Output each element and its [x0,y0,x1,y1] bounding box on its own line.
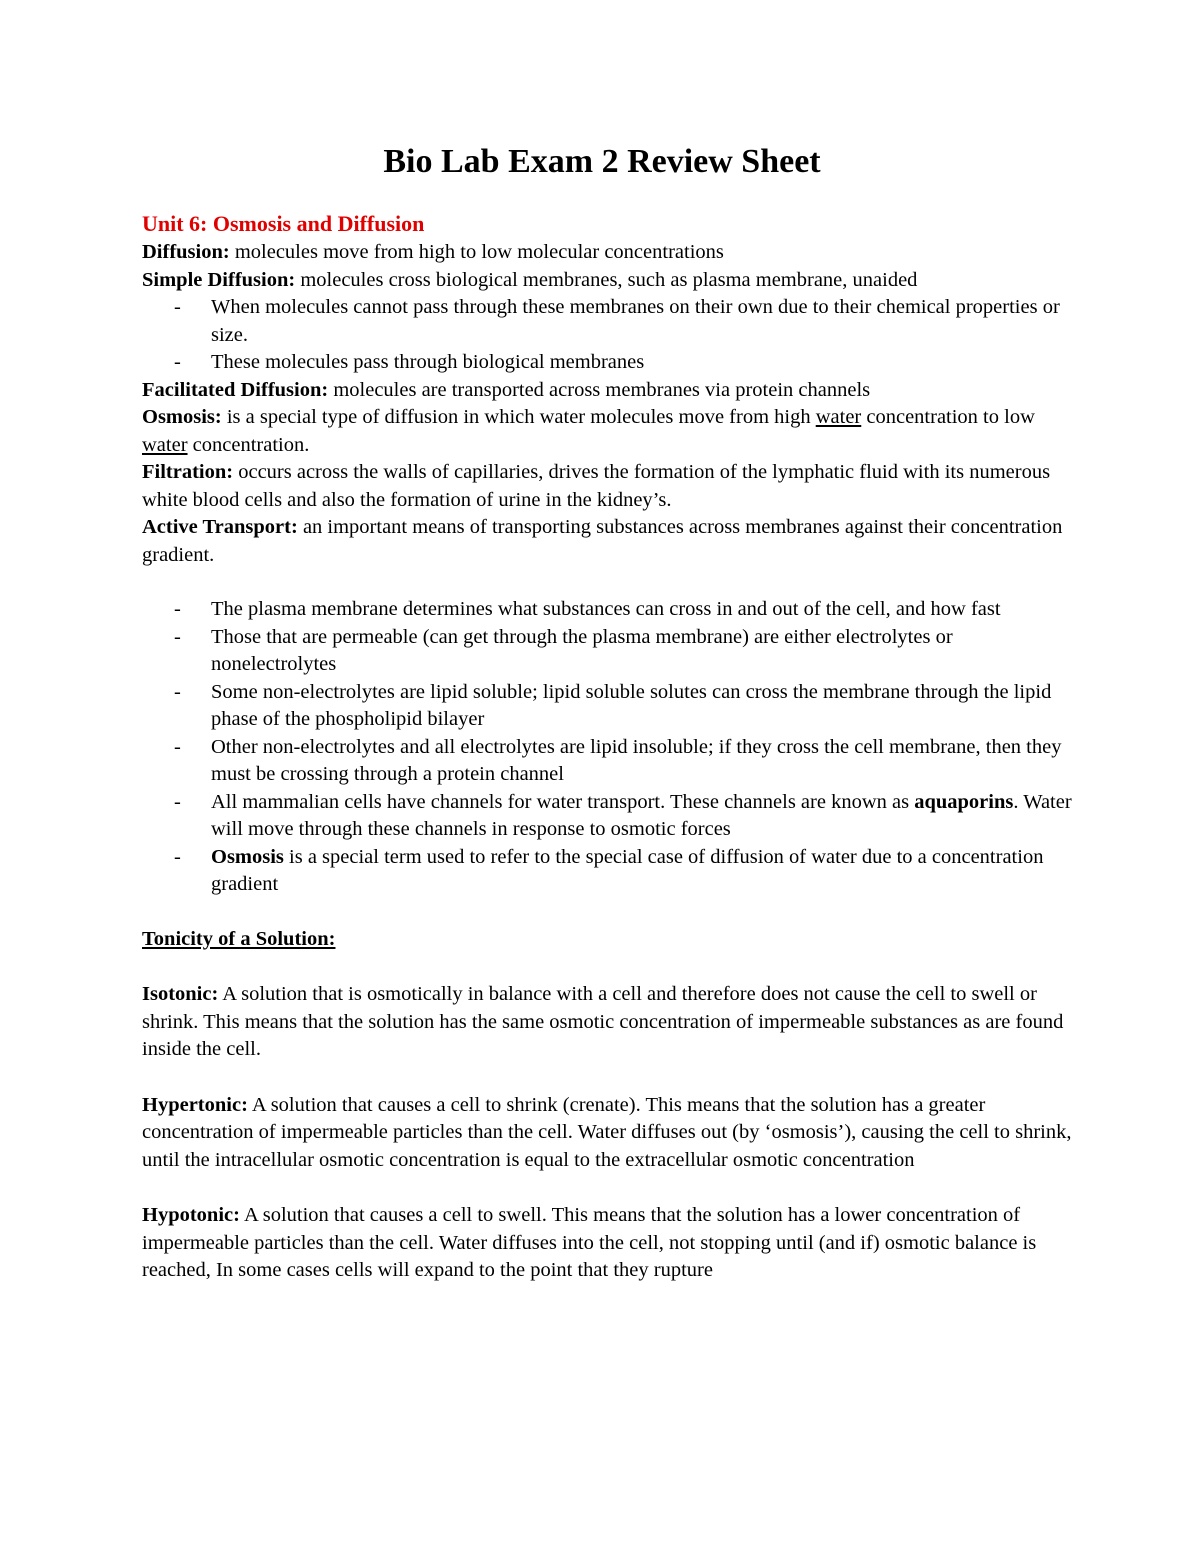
list-item [142,596,1072,624]
spacer [142,1064,1072,1092]
definition-hypertonic [142,1092,1072,1175]
definition-text: an important means of transporting substances across membranes against their concentration gradient. [142,516,1063,566]
bold-term: Osmosis [211,845,284,868]
definition-text: molecules are transported across membranes via protein channels [328,378,871,401]
list-item [142,294,1072,349]
list-item [142,624,1072,679]
definition-text: concentration to low [861,406,1035,428]
definition-osmosis [142,404,1072,459]
list-item [142,349,1072,377]
membrane-notes-list [142,596,1072,899]
list-item-text: . Water will move through these channels in response to osmotic forces [211,790,1072,840]
dash-bullet: - [174,625,181,648]
underlined-word: water [815,406,862,428]
definition-active-transport [142,514,1072,569]
dash-bullet: - [174,735,181,758]
dash-bullet: - [174,351,181,373]
underlined-word: water [142,433,188,456]
definition-text: concentration. [187,433,310,456]
term-label: Diffusion: [142,241,230,263]
spacer [142,1174,1072,1202]
term-label: Filtration: [142,461,234,483]
spacer [142,899,1072,926]
term-label: Active Transport: [142,516,298,538]
list-item-text: Other non-electrolytes and all electrolytes are lipid insoluble; if they cross the cell membrane, then they must be crossing through a protein channel [211,735,1062,785]
list-item-text: All mammalian cells have channels for water transport. These channels are known as [211,790,915,813]
bold-term: aquaporins [914,790,1014,813]
document-body [142,140,1072,1285]
spacer [142,569,1072,596]
dash-bullet: - [174,296,181,318]
definition-text: molecules cross biological membranes, such as plasma membrane, unaided [295,268,918,291]
dash-bullet: - [174,598,181,620]
term-label: Osmosis: [142,406,222,428]
definition-text: molecules move from high to low molecular concentrations [229,241,724,263]
term-label: Hypertonic: [142,1093,248,1116]
list-item-text: These molecules pass through biological membranes [211,351,645,373]
definition-filtration [142,459,1072,514]
definition-text: A solution that causes a cell to swell. This means that the solution has a lower concentration of impermeable particles than the cell. Water diffuses into the cell, not stopping until (and if) osmotic balance is reached, In some cases cells will expand to the point that they rupture [142,1204,1037,1281]
dash-bullet: - [174,845,181,868]
list-item-text: Some non-electrolytes are lipid soluble; lipid soluble solutes can cross the membrane through the lipid phase of the phospholipid bilayer [211,680,1052,730]
page-title: Bio Lab Exam 2 Review Sheet [383,143,821,180]
unit-heading: Unit 6: Osmosis and Diffusion [142,211,425,236]
list-item [142,844,1072,899]
dash-bullet: - [174,790,181,813]
spacer [142,953,1072,981]
list-item [142,734,1072,789]
list-item [142,789,1072,844]
definition-simple-diffusion [142,267,1072,295]
definition-hypotonic [142,1202,1072,1285]
list-item-text: is a special term used to refer to the special case of diffusion of water due to a concentration gradient [211,845,1044,895]
term-label: Simple Diffusion: [142,268,296,291]
term-label: Facilitated Diffusion: [142,378,329,401]
definition-text: A solution that is osmotically in balance with a cell and therefore does not cause the cell to swell or shrink. This means that the solution has the same osmotic concentration of impermeable substances as are found inside the cell. [142,983,1064,1060]
definition-isotonic [142,981,1072,1064]
definition-facilitated-diffusion [142,377,1072,405]
definition-text: occurs across the walls of capillaries, drives the formation of the lymphatic fluid with its numerous white blood cells and also the formation of urine in the kidney’s. [142,461,1051,511]
list-item-text: The plasma membrane determines what substances can cross in and out of the cell, and how fast [211,598,1001,620]
list-item-text: Those that are permeable (can get through the plasma membrane) are either electrolytes or nonelectrolytes [211,625,953,675]
definition-diffusion [142,239,1072,267]
term-label: Isotonic: [142,983,219,1005]
list-item-text: When molecules cannot pass through these membranes on their own due to their chemical properties or size. [211,296,1060,346]
list-item [142,679,1072,734]
definition-text: is a special type of diffusion in which water molecules move from high [221,406,816,428]
term-label: Hypotonic: [142,1204,240,1226]
tonicity-heading: Tonicity of a Solution: [142,927,336,950]
simple-diffusion-list [142,294,1072,377]
dash-bullet: - [174,680,181,703]
definition-text: A solution that causes a cell to shrink (crenate). This means that the solution has a greater concentration of impermeable particles than the cell. Water diffuses out (by ‘osmosis’), causing the cell to shrink, until the intracellular osmotic concentration is equal to the extracellular osmotic concentration [142,1093,1072,1171]
